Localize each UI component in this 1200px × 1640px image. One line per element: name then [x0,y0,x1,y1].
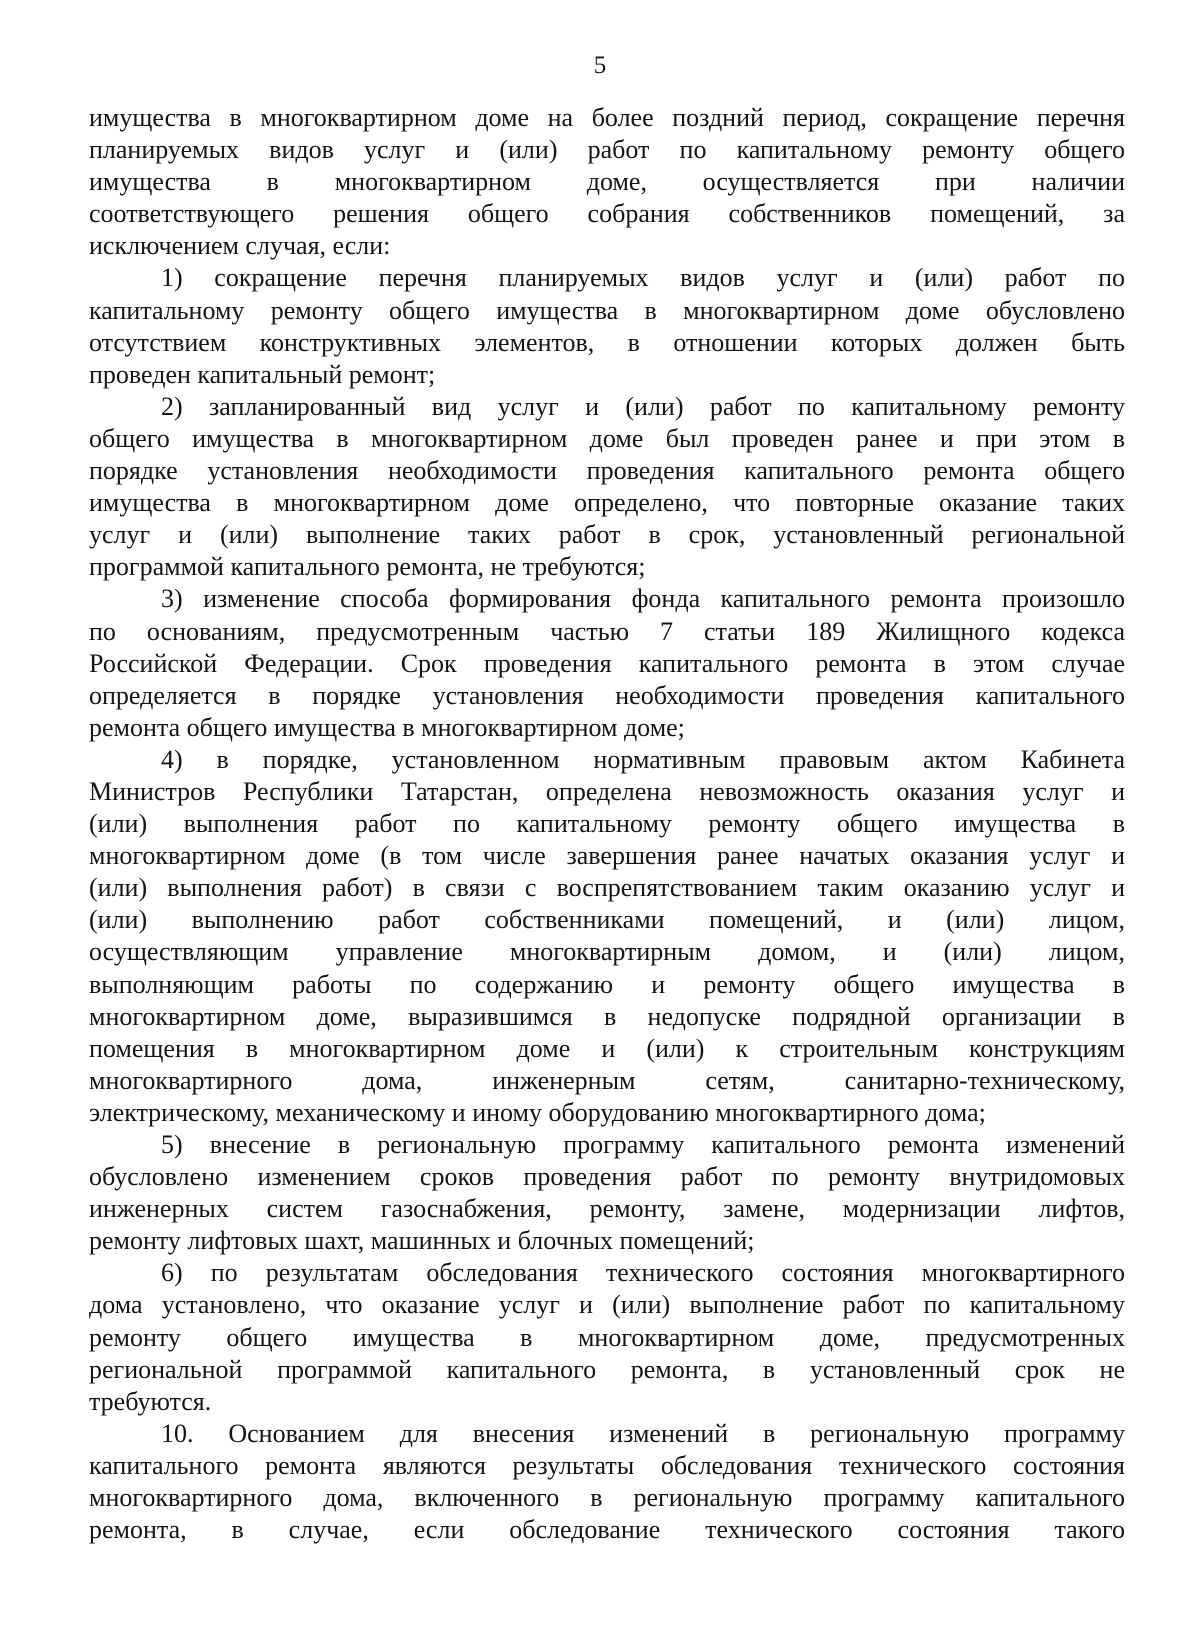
text-line: по основаниям, предусмотренным частью 7 статьи 189 Жилищного кодекса [89,616,1125,646]
paragraph-continuation [89,102,1125,262]
text-line: осуществляющим управление многоквартирным домом, и (или) лицом, [89,937,1125,967]
paragraph-item-4 [89,744,1125,1129]
text-line: ремонту общего имущества в многоквартирном доме, предусмотренных [89,1322,1125,1352]
text-line: многоквартирного дома, включенного в региональную программу капитального [89,1483,1125,1513]
text-line: имущества в многоквартирном доме на более поздний период, сокращение перечня [89,103,1125,132]
text-line: (или) выполнения работ по капитальному ремонту общего имущества в [89,809,1125,839]
text-line: (или) выполнения работ) в связи с воспрепятствованием таким оказанию услуг и [89,873,1125,903]
text-line: имущества в многоквартирном доме, осуществляется при наличии [89,167,1125,197]
text-line: (или) выполнению работ собственниками помещений, и (или) лицом, [89,905,1125,935]
text-line: ремонта, в случае, если обследование технического состояния такого [89,1515,1125,1545]
text-line: 1) сокращение перечня планируемых видов услуг и (или) работ по [161,263,1125,293]
text-line: обусловлено изменением сроков проведения работ по ремонту внутридомовых [89,1162,1125,1192]
paragraph-item-1 [89,262,1125,390]
text-line: определяется в порядке установления необходимости проведения капитального [89,680,1125,710]
text-line: программой капитального ремонта, не требуются; [89,552,646,582]
text-line: соответствующего решения общего собрания собственников помещений, за [89,199,1125,229]
text-line: капитальному ремонту общего имущества в многоквартирном доме обусловлено [89,295,1125,325]
text-line: отсутствием конструктивных элементов, в отношении которых должен быть [89,327,1125,357]
text-line: ремонта общего имущества в многоквартирном доме; [89,712,685,742]
text-line: проведен капитальный ремонт; [89,359,436,389]
text-line: исключением случая, если: [89,231,391,261]
paragraph-item-5 [89,1129,1125,1257]
text-line: 6) по результатам обследования технического состояния многоквартирного [161,1258,1125,1288]
text-line: многоквартирном доме, выразившимся в недопуске подрядной организации в [89,1001,1125,1031]
text-line: 5) внесение в региональную программу капитального ремонта изменений [161,1130,1125,1159]
document-body [89,102,1125,1546]
text-line: выполняющим работы по содержанию и ремонту общего имущества в [89,969,1125,999]
text-line: 4) в порядке, установленном нормативным правовым актом Кабинета [161,744,1125,774]
text-line: 10. Основанием для внесения изменений в региональную программу [161,1418,1125,1448]
text-line: имущества в многоквартирном доме определено, что повторные оказание таких [89,488,1125,518]
paragraph-item-2 [89,391,1125,584]
paragraph-point-10 [89,1418,1125,1546]
text-line: инженерных систем газоснабжения, ремонту, замене, модернизации лифтов, [89,1194,1125,1224]
paragraph-item-6 [89,1257,1125,1417]
page-number: 5 [593,52,607,79]
text-line: Российской Федерации. Срок проведения капитального ремонта в этом случае [89,648,1125,678]
text-line: услуг и (или) выполнение таких работ в срок, установленный региональной [89,520,1125,550]
text-line: Министров Республики Татарстан, определена невозможность оказания услуг и [89,776,1125,806]
text-line: планируемых видов услуг и (или) работ по капитальному ремонту общего [89,135,1125,165]
text-line: 2) запланированный вид услуг и (или) работ по капитальному ремонту [161,391,1125,421]
text-line: помещения в многоквартирном доме и (или) к строительным конструкциям [89,1033,1125,1063]
text-line: требуются. [89,1386,212,1416]
text-line: многоквартирного дома, инженерным сетям, санитарно-техническому, [89,1065,1125,1095]
text-line: 3) изменение способа формирования фонда капитального ремонта произошло [161,584,1125,614]
text-line: электрическому, механическому и иному оборудованию многоквартирного дома; [89,1097,986,1127]
text-line: порядке установления необходимости проведения капитального ремонта общего [89,456,1125,486]
text-line: ремонту лифтовых шахт, машинных и блочных помещений; [89,1226,755,1256]
text-line: дома установлено, что оказание услуг и (или) выполнение работ по капитальному [89,1290,1125,1320]
paragraph-item-3 [89,583,1125,743]
text-line: региональной программой капитального ремонта, в установленный срок не [89,1354,1125,1384]
text-line: многоквартирном доме (в том числе завершения ранее начатых оказания услуг и [89,841,1125,871]
text-line: общего имущества в многоквартирном доме был проведен ранее и при этом в [89,423,1125,453]
text-line: капитального ремонта являются результаты обследования технического состояния [89,1450,1125,1480]
